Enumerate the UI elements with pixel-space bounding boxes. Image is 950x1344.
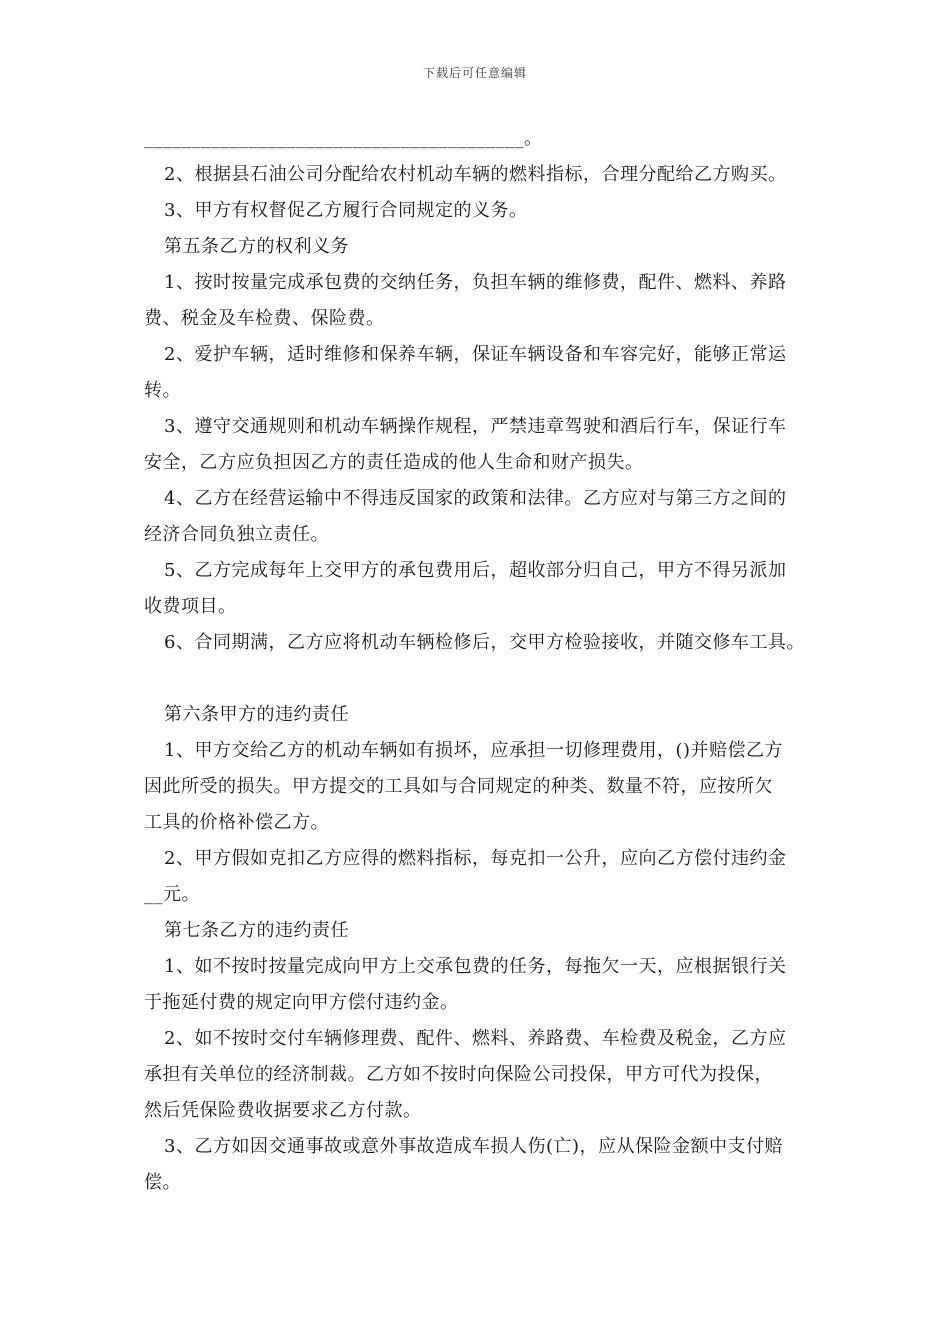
clause-item: 1、如不按时按量完成向甲方上交承包费的任务，每拖欠一天，应根据银行关 xyxy=(164,956,787,977)
document-body xyxy=(144,121,808,1201)
clause-item: 1、甲方交给乙方的机动车辆如有损坏，应承担一切修理费用，()并赔偿乙方 xyxy=(164,740,783,761)
clause-item: 3、乙方如因交通事故或意外事故造成车损人伤(亡)，应从保险金额中支付赔 xyxy=(164,1136,783,1157)
clause-continuation: __元。 xyxy=(144,884,200,905)
clause-continuation: 转。 xyxy=(144,380,181,401)
clause-continuation: 安全，乙方应负担因乙方的责任造成的他人生命和财产损失。 xyxy=(144,452,644,473)
clause-continuation: 费、税金及车检费、保险费。 xyxy=(144,308,385,329)
clause-item: 2、甲方假如克扣乙方应得的燃料指标，每克扣一公升，应向乙方偿付违约金 xyxy=(164,848,787,869)
clause-item: 5、乙方完成每年上交甲方的承包费用后，超收部分归自己，甲方不得另派加 xyxy=(164,560,787,581)
clause-item: 3、遵守交通规则和机动车辆操作规程，严禁违章驾驶和酒后行车，保证行车 xyxy=(164,416,787,437)
blank-line xyxy=(144,661,808,697)
blank-fill-line: ________________________________________。 xyxy=(144,128,543,149)
clause-continuation: 偿。 xyxy=(144,1172,181,1193)
clause-item: 2、爱护车辆，适时维修和保养车辆，保证车辆设备和车容完好，能够正常运 xyxy=(164,344,787,365)
clause-item: 2、根据县石油公司分配给农村机动车辆的燃料指标，合理分配给乙方购买。 xyxy=(164,164,787,185)
clause-item: 3、甲方有权督促乙方履行合同规定的义务。 xyxy=(164,200,528,221)
clause-continuation: 因此所受的损失。甲方提交的工具如与合同规定的种类、数量不符，应按所欠 xyxy=(144,776,773,797)
clause-item: 6、合同期满，乙方应将机动车辆检修后，交甲方检验接收，并随交修车工具。 xyxy=(164,632,805,653)
clause-continuation: 收费项目。 xyxy=(144,596,237,617)
article-heading: 第五条乙方的权利义务 xyxy=(164,236,349,257)
page-header: 下载后可任意编辑 xyxy=(422,66,527,80)
clause-continuation: 然后凭保险费收据要求乙方付款。 xyxy=(144,1100,422,1121)
clause-continuation: 承担有关单位的经济制裁。乙方如不按时向保险公司投保，甲方可代为投保， xyxy=(144,1064,773,1085)
clause-item: 1、按时按量完成承包费的交纳任务，负担车辆的维修费，配件、燃料、养路 xyxy=(164,272,787,293)
article-heading: 第六条甲方的违约责任 xyxy=(164,704,349,725)
clause-item: 2、如不按时交付车辆修理费、配件、燃料、养路费、车检费及税金，乙方应 xyxy=(164,1028,787,1049)
clause-item: 4、乙方在经营运输中不得违反国家的政策和法律。乙方应对与第三方之间的 xyxy=(164,488,787,509)
article-heading: 第七条乙方的违约责任 xyxy=(164,920,349,941)
clause-continuation: 工具的价格补偿乙方。 xyxy=(144,812,329,833)
clause-continuation: 于拖延付费的规定向甲方偿付违约金。 xyxy=(144,992,459,1013)
clause-continuation: 经济合同负独立责任。 xyxy=(144,524,329,545)
